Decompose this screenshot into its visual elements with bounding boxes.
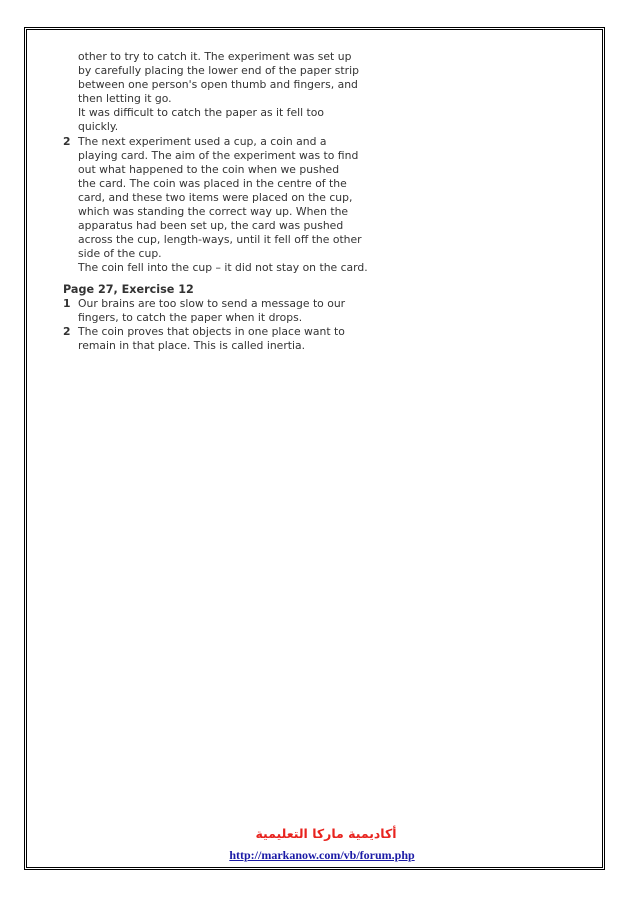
footer-forum-link[interactable]: http://markanow.com/vb/forum.php [229,848,415,862]
text-line: across the cup, length-ways, until it fell off the other [78,233,362,247]
text-line: Our brains are too slow to send a message to our [78,296,346,310]
text-line: side of the cup. [78,247,162,261]
text-line: The next experiment used a cup, a coin and a [78,134,327,148]
text-line: then letting it go. [78,92,172,106]
text-line: remain in that place. This is called inertia. [78,338,306,352]
item-number: 1 [63,296,71,310]
footer-academy-name: أكاديمية ماركا التعليمية [255,826,397,841]
text-line: The coin fell into the cup – it did not stay on the card. [78,261,368,275]
text-line: quickly. [78,120,119,134]
continued-paragraph [63,50,369,135]
exercise-item-2 [63,325,369,353]
text-line: It was difficult to catch the paper as it fell too [78,106,325,120]
text-line: between one person's open thumb and fingers, and [78,78,358,92]
text-line: fingers, to catch the paper when it drops. [78,310,303,324]
document-body [63,50,369,353]
text-line: which was standing the correct way up. When the [78,205,349,219]
text-line: The coin proves that objects in one place want to [78,324,345,338]
item-number: 2 [63,134,71,148]
section-heading: Page 27, Exercise 12 [63,282,194,296]
item-number: 2 [63,324,71,338]
numbered-item-2 [63,135,369,276]
text-line: out what happened to the coin when we pushed [78,162,340,176]
exercise-item-1 [63,297,369,325]
text-line: playing card. The aim of the experiment was to find [78,148,359,162]
text-line: card, and these two items were placed on the cup, [78,190,353,204]
text-line: the card. The coin was placed in the centre of the [78,176,347,190]
text-line: other to try to catch it. The experiment was set up [78,50,352,63]
text-line: apparatus had been set up, the card was pushed [78,219,344,233]
text-line: by carefully placing the lower end of the paper strip [78,64,359,78]
